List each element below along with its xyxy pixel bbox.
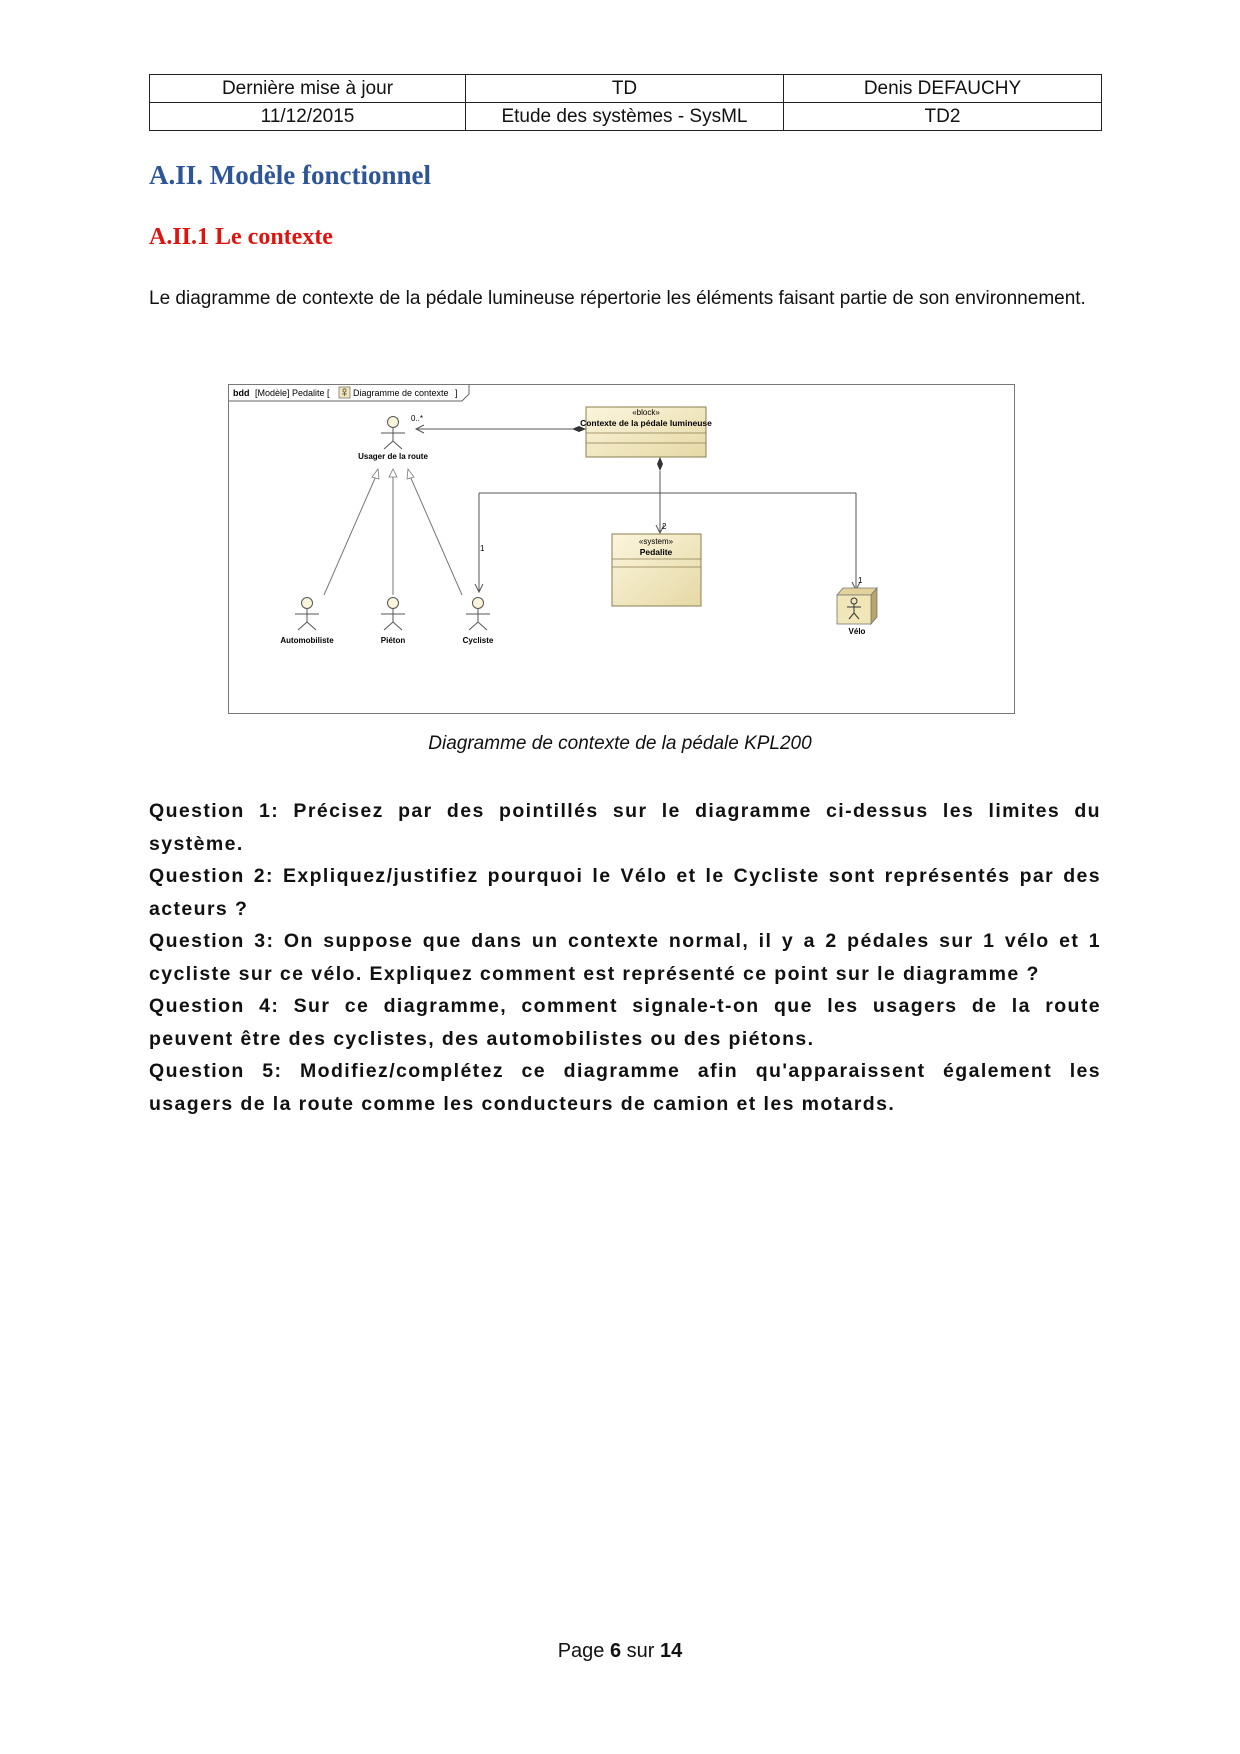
questions-list	[149, 795, 1101, 1120]
question-2: Question 2: Expliquez/justifiez pourquoi le Vélo et le Cycliste sont représentés par des acteurs ?	[149, 865, 1101, 920]
question-5: Question 5: Modifiez/complétez ce diagramme afin qu'apparaissent également les usagers de la route comme les conducteurs de camion et les motards.	[149, 1060, 1101, 1115]
svg-text:bdd [Modèle] Pedalite [	[233, 388, 330, 398]
question-3: Question 3: On suppose que dans un contexte normal, il y a 2 pédales sur 1 vélo et 1 cycliste sur ce vélo. Expliquez comment est représenté ce point sur le diagramme ?	[149, 930, 1101, 985]
footer-page-total: 14	[660, 1640, 683, 1662]
header-course-title: Etude des systèmes - SysML	[466, 103, 784, 131]
header-td-number: TD2	[784, 103, 1102, 131]
composition-diamond	[657, 457, 663, 471]
actor-automobiliste-label: Automobiliste	[280, 636, 334, 645]
footer-page-sep: sur	[626, 1640, 655, 1662]
system-block-stereotype: «system»	[638, 537, 674, 546]
header-row-1	[150, 75, 1102, 103]
question-4: Question 4: Sur ce diagramme, comment signale-t-on que les usagers de la route peuvent être des cyclistes, des automobilistes ou des piétons.	[149, 995, 1101, 1050]
mult-cycliste: 1	[480, 544, 485, 553]
intro-paragraph: Le diagramme de contexte de la pédale lumineuse répertorie les éléments faisant partie de son environnement.	[149, 288, 1086, 309]
question-1: Question 1: Précisez par des pointillés sur le diagramme ci-dessus les limites du système.	[149, 800, 1101, 855]
context-block-name: Contexte de la pédale lumineuse	[580, 418, 712, 428]
generalization-pieton	[389, 469, 397, 595]
actor-usager-de-la-route	[358, 417, 428, 462]
frame-path: [Modèle] Pedalite [	[255, 388, 330, 398]
context-diagram-svg	[229, 385, 1014, 713]
mult-velo: 1	[858, 576, 863, 585]
actor-usager-label: Usager de la route	[358, 452, 428, 461]
header-table	[149, 74, 1102, 131]
header-doc-type: TD	[466, 75, 784, 103]
actor-automobiliste	[280, 598, 334, 646]
page-footer	[0, 1640, 1240, 1663]
system-block-name: Pedalite	[639, 547, 673, 557]
footer-page-number: 6	[609, 1640, 622, 1662]
header-last-update-label: Dernière mise à jour	[150, 75, 466, 103]
footer-page-prefix: Page	[557, 1640, 605, 1662]
frame-close: ]	[455, 388, 458, 398]
generalization-cycliste	[407, 469, 462, 595]
section-title: A.II. Modèle fonctionnel	[149, 160, 431, 190]
frame-name: Diagramme de contexte	[353, 388, 449, 398]
subsection-title: A.II.1 Le contexte	[149, 224, 333, 250]
context-block-stereotype: «block»	[632, 408, 660, 417]
mult-usager: 0..*	[411, 414, 424, 423]
actor-pieton-label: Piéton	[380, 636, 406, 645]
actor-pieton	[381, 598, 406, 646]
context-block	[580, 407, 712, 457]
figure-caption: Diagramme de contexte de la pédale KPL200	[428, 733, 812, 754]
header-date: 11/12/2015	[150, 103, 466, 131]
frame-kind: bdd	[233, 388, 250, 398]
header-author: Denis DEFAUCHY	[784, 75, 1102, 103]
system-block-pedalite	[612, 534, 701, 606]
diagram-icon	[339, 387, 350, 398]
actor-cycliste	[463, 598, 494, 646]
actor-velo-label: Vélo	[848, 627, 866, 636]
mult-pedalite: 2	[662, 522, 667, 531]
generalization-automobiliste	[324, 469, 379, 595]
context-diagram	[228, 384, 1015, 714]
actor-cycliste-label: Cycliste	[462, 636, 494, 645]
actor-velo	[837, 588, 877, 636]
header-row-2	[150, 103, 1102, 131]
